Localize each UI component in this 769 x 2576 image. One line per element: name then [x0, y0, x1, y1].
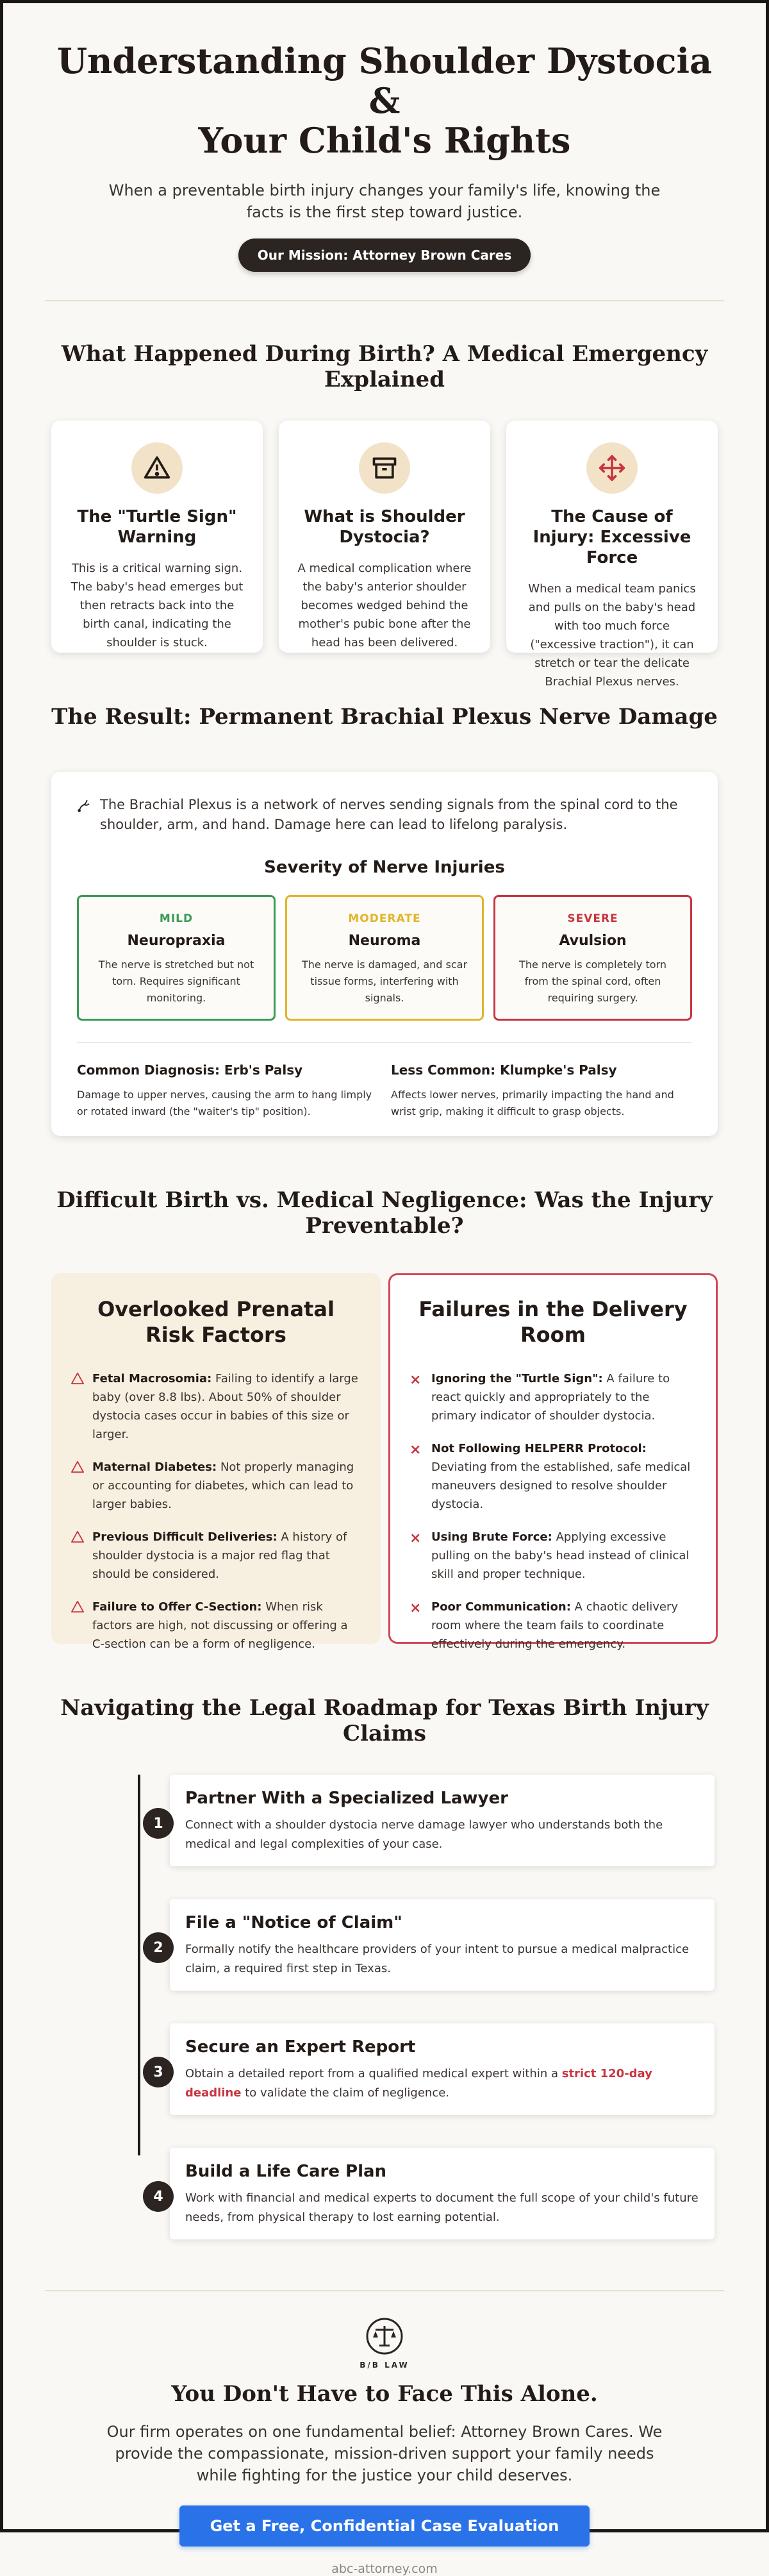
step-text: Obtain a detailed report from a qualified medical expert within a strict 120-day deadline to validate the claim of negligence. — [185, 2067, 652, 2100]
severity-text: The nerve is completely torn from the spinal cord, often requiring surgery. — [519, 958, 666, 1004]
x-mark-icon: × — [409, 1442, 422, 1458]
roadmap-step-2 — [153, 1899, 715, 1991]
failure-text: Poor Communication: A chaotic delivery room where the team fails to coordinate effectively during the emergency. — [431, 1600, 678, 1651]
roadmap-section-title: Navigating the Legal Roadmap for Texas Birth Injury Claims — [60, 1695, 709, 1746]
hero-section — [45, 0, 724, 301]
warning-triangle-icon — [70, 1530, 86, 1584]
severity-text: The nerve is damaged, and scar tissue forms, interfering with signals. — [301, 958, 468, 1004]
plexus-intro: The Brachial Plexus is a network of nerves sending signals from the spinal cord to the shoulder, arm, and hand. Damage here can lead to lifelong paralysis. — [100, 797, 678, 832]
timeline-line — [138, 1775, 140, 2155]
scales-of-justice-icon — [365, 2317, 404, 2355]
warning-triangle-icon — [70, 1600, 86, 1653]
step-text: Work with financial and medical experts to document the full scope of your child's future needs, from physical therapy to lost earning potential. — [185, 2191, 699, 2224]
severity-name: Neuroma — [348, 933, 421, 949]
prenatal-risk-panel — [51, 1273, 381, 1651]
page-title — [45, 41, 724, 160]
mission-badge: Our Mission: Attorney Brown Cares — [238, 238, 531, 272]
x-mark-icon: × — [409, 1530, 422, 1546]
severity-name: Avulsion — [559, 933, 627, 949]
logo-text: B/B LAW — [360, 2361, 409, 2370]
risk-item — [70, 1598, 361, 1653]
severity-level: SEVERE — [567, 912, 618, 925]
severity-title: Severity of Nerve Injuries — [264, 858, 505, 877]
diagnosis-erbs-palsy — [77, 1062, 378, 1120]
negligence-section — [45, 1136, 724, 1651]
roadmap-step-3 — [153, 2023, 715, 2115]
step-text: Formally notify the healthcare providers of your intent to pursue a medical malpractice claim, a required first step in Texas. — [185, 1943, 690, 1975]
x-mark-icon: × — [409, 1600, 422, 1616]
failure-item — [409, 1598, 697, 1653]
failure-text: Not Following HELPERR Protocol: Deviating from the established, safe medical maneuvers designed to resolve shoulder dystocia. — [431, 1442, 691, 1511]
page-title-line-2: Your Child's Rights — [198, 120, 571, 161]
diagnosis-text: Damage to upper nerves, causing the arm to hang limply or rotated inward (the "waiter's tip" position). — [77, 1089, 372, 1117]
website-link[interactable]: abc-attorney.com — [331, 2562, 438, 2576]
warning-triangle-icon — [131, 442, 183, 494]
step-number: 1 — [143, 1808, 174, 1839]
card-text: When a medical team panics and pulls on the baby's head with too much force ("excessive traction"), it can stretch or tear the delicate Brachial Plexus nerves. — [528, 582, 696, 689]
severity-moderate — [285, 895, 484, 1021]
warning-triangle-icon — [70, 1460, 86, 1514]
birth-section — [45, 301, 724, 689]
deadline-highlight: strict 120-day deadline — [185, 2067, 652, 2100]
x-mark-icon: × — [409, 1372, 422, 1388]
severity-name: Neuropraxia — [127, 933, 226, 949]
firm-logo — [45, 2317, 724, 2370]
move-arrows-icon — [586, 442, 638, 494]
plexus-card — [51, 772, 718, 1136]
roadmap-step-4 — [153, 2148, 715, 2239]
negligence-section-title: Difficult Birth vs. Medical Negligence: Was the Injury Preventable? — [56, 1187, 713, 1239]
severity-level: MILD — [159, 912, 194, 925]
page-title-line-1: Understanding Shoulder Dystocia & — [57, 40, 712, 121]
cta-section — [45, 2291, 724, 2576]
roadmap-step-1 — [153, 1775, 715, 1866]
step-text: Connect with a shoulder dystocia nerve damage lawyer who understands both the medical and legal complexities of your case. — [185, 1818, 663, 1851]
card-turtle-sign — [51, 421, 263, 653]
diagnosis-title: Less Common: Klumpke's Palsy — [391, 1062, 617, 1078]
risk-text: Fetal Macrosomia: Failing to identify a large baby (over 8.8 lbs). About 50% of shoulder dystocia cases occur in babies of this size or larger. — [92, 1372, 358, 1441]
step-number: 2 — [143, 1932, 174, 1963]
failure-text: Using Brute Force: Applying excessive pulling on the baby's head instead of clinical skill and proper technique. — [431, 1530, 690, 1581]
cta-text: Our firm operates on one fundamental belief: Attorney Brown Cares. We provide the compassionate, mission-driven support your family needs while fighting for the justice your child deserves. — [106, 2423, 663, 2484]
failure-item — [409, 1439, 697, 1514]
risk-text: Failure to Offer C-Section: When risk factors are high, not discussing or offering a C-section can be a form of negligence. — [92, 1600, 348, 1651]
roadmap-timeline — [45, 1775, 724, 2224]
prenatal-risk-title: Overlooked Prenatal Risk Factors — [97, 1297, 335, 1347]
nerve-icon — [77, 799, 91, 815]
step-number: 4 — [143, 2181, 174, 2212]
failure-text: Ignoring the "Turtle Sign": A failure to react quickly and appropriately to the primary indicator of shoulder dystocia. — [431, 1372, 670, 1423]
step-title: File a "Notice of Claim" — [185, 1913, 402, 1932]
card-divider — [77, 1042, 692, 1043]
risk-item — [70, 1528, 361, 1584]
warning-triangle-icon — [70, 1372, 86, 1444]
plexus-section-title: The Result: Permanent Brachial Plexus Nerve Damage — [51, 704, 718, 730]
birth-section-title: What Happened During Birth? A Medical Emergency Explained — [61, 341, 708, 392]
severity-mild — [77, 895, 276, 1021]
risk-text: Maternal Diabetes: Not properly managing or accounting for diabetes, which can lead to larger babies. — [92, 1460, 354, 1511]
card-title: The Cause of Injury: Excessive Force — [533, 507, 691, 567]
step-title: Secure an Expert Report — [185, 2037, 416, 2057]
card-title: What is Shoulder Dystocia? — [304, 507, 465, 547]
card-text: A medical complication where the baby's anterior shoulder becomes wedged behind the mother's pubic bone after the head has been delivered. — [297, 562, 472, 649]
plexus-section — [45, 653, 724, 1136]
severity-severe — [493, 895, 692, 1021]
diagnosis-klumpkes-palsy — [391, 1062, 692, 1120]
step-number: 3 — [143, 2057, 174, 2087]
free-case-evaluation-button[interactable]: Get a Free, Confidential Case Evaluation — [179, 2505, 590, 2547]
failure-item — [409, 1369, 697, 1425]
card-text: This is a critical warning sign. The baby's head emerges but then retracts back into the birth canal, indicating the shoulder is stuck. — [70, 562, 244, 649]
diagnosis-title: Common Diagnosis: Erb's Palsy — [77, 1062, 303, 1078]
risk-item — [70, 1369, 361, 1444]
diagnosis-text: Affects lower nerves, primarily impacting the hand and wrist grip, making it difficult to grasp objects. — [391, 1089, 674, 1117]
risk-text: Previous Difficult Deliveries: A history of shoulder dystocia is a major red flag that should be considered. — [92, 1530, 347, 1581]
risk-item — [70, 1458, 361, 1514]
step-title: Partner With a Specialized Lawyer — [185, 1789, 508, 1808]
archive-box-icon — [359, 442, 410, 494]
delivery-failures-panel — [388, 1273, 718, 1651]
card-what-is-dystocia — [279, 421, 490, 653]
card-title: The "Turtle Sign" Warning — [77, 507, 237, 547]
hero-subtitle: When a preventable birth injury changes your family's life, knowing the facts is the first step toward justice. — [108, 181, 661, 221]
failure-item — [409, 1528, 697, 1584]
roadmap-section — [45, 1644, 724, 2291]
card-excessive-force — [506, 421, 718, 689]
step-title: Build a Life Care Plan — [185, 2162, 387, 2181]
severity-level: MODERATE — [348, 912, 421, 925]
severity-text: The nerve is stretched but not torn. Requires significant monitoring. — [98, 958, 254, 1004]
delivery-failures-title: Failures in the Delivery Room — [418, 1297, 688, 1347]
cta-title: You Don't Have to Face This Alone. — [171, 2381, 598, 2407]
